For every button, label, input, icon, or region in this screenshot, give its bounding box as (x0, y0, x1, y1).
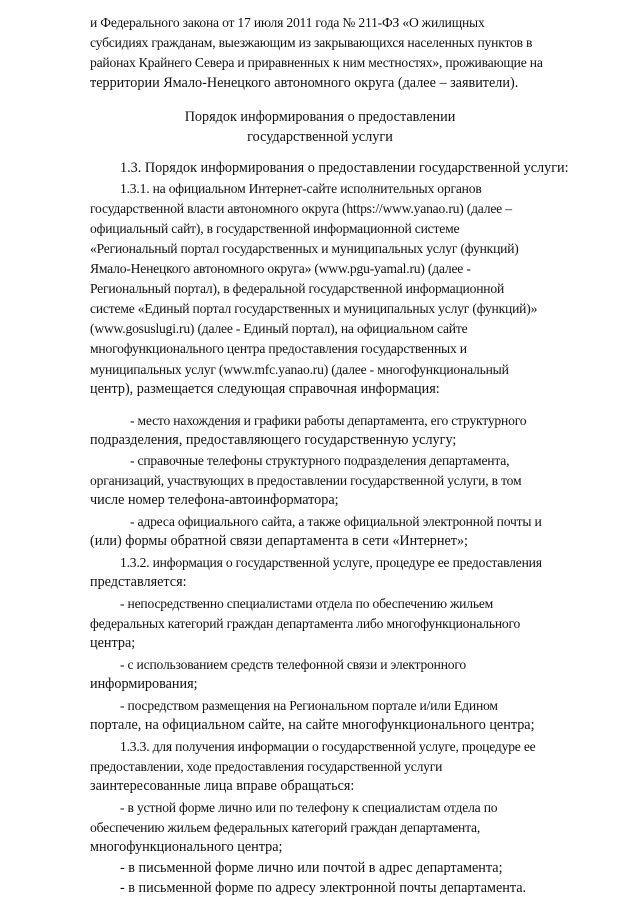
section-heading-line: государственной услуги (247, 129, 393, 145)
text-line: территории Ямало-Ненецкого автономного округа (далее – заявители). (90, 75, 519, 91)
text-line: центр), размещается следующая справочная информация: (90, 381, 440, 397)
text-line: Региональный портал), в федеральной государственной информационной (90, 281, 505, 296)
section-heading-line: Порядок информирования о предоставлении (184, 109, 456, 125)
text-line: предоставлении, ходе предоставления государственной услуги (90, 759, 443, 774)
text-line: 1.3.1. на официальном Интернет-сайте исполнительных органов (120, 181, 482, 196)
text-line: системе «Единый портал государственных и муниципальных услуг (функций)» (90, 301, 538, 316)
text-line: муниципальных услуг (www.mfc.yanao.ru) (далее - многофункциональный (90, 362, 509, 377)
text-line: (или) формы обратной связи департамента в сети «Интернет»; (90, 533, 468, 549)
text-line: - посредством размещения на Региональном портале и/или Едином (120, 698, 498, 713)
text-line: организаций, участвующих в предоставлении государственной услуги, в том (90, 473, 522, 488)
text-line: центра; (90, 635, 136, 651)
text-line: многофункционального центра; (90, 839, 283, 855)
text-line: обеспечению жильем федеральных категорий граждан департамента, (90, 820, 481, 835)
text-line: и Федерального закона от 17 июля 2011 года № 211-ФЗ «О жилищных (90, 15, 485, 30)
text-line: - в письменной форме лично или почтой в адрес департамента; (120, 860, 503, 876)
text-line: Ямало-Ненецкого автономного округа» (www.pgu-yamal.ru) (далее - (90, 261, 471, 276)
text-line: (www.gosuslugi.ru) (далее - Единый портал), на официальном сайте (90, 321, 468, 336)
text-line: подразделения, предоставляющего государственную услугу; (90, 432, 457, 448)
text-line: портале, на официальном сайте, на сайте многофункционального центра; (90, 717, 535, 733)
text-line: официальный сайт), в государственной информационной системе (90, 221, 460, 236)
text-line: «Региональный портал государственных и муниципальных услуг (функций) (90, 241, 519, 256)
text-line: информирования; (90, 676, 198, 692)
text-line: государственной власти автономного округа (https://www.yanao.ru) (далее – (90, 201, 512, 216)
text-line: представляется: (90, 574, 187, 590)
text-line: 1.3.2. информация о государственной услуге, процедуре ее предоставления (120, 555, 542, 570)
text-line: - в письменной форме по адресу электронной почты департамента. (120, 880, 527, 896)
text-line: заинтересованные лица вправе обращаться: (90, 778, 355, 794)
text-line: числе номер телефона-автоинформатора; (90, 492, 339, 508)
text-line: - справочные телефоны структурного подразделения департамента, (130, 453, 510, 468)
text-line: - с использованием средств телефонной связи и электронного (120, 657, 467, 672)
text-line: - место нахождения и графики работы департамента, его структурного (130, 413, 527, 428)
text-line: многофункционального центра предоставления государственных и (90, 341, 467, 356)
text-line: - непосредственно специалистами отдела по обеспечению жильем (120, 596, 494, 611)
text-line: районах Крайнего Севера и приравненных к ним местностях», проживающие на (90, 55, 543, 70)
text-line: - в устной форме лично или по телефону к специалистам отдела по (120, 800, 498, 815)
text-line: - адреса официального сайта, а также официальной электронной почты и (130, 514, 542, 529)
text-line: 1.3. Порядок информирования о предоставлении государственной услуги: (120, 160, 569, 176)
text-line: федеральных категорий граждан департамента либо многофункционального (90, 616, 521, 631)
text-line: субсидиях гражданам, выезжающим из закрывающихся населенных пунктов в (90, 35, 533, 50)
text-line: 1.3.3. для получения информации о государственной услуге, процедуре ее (120, 739, 536, 754)
